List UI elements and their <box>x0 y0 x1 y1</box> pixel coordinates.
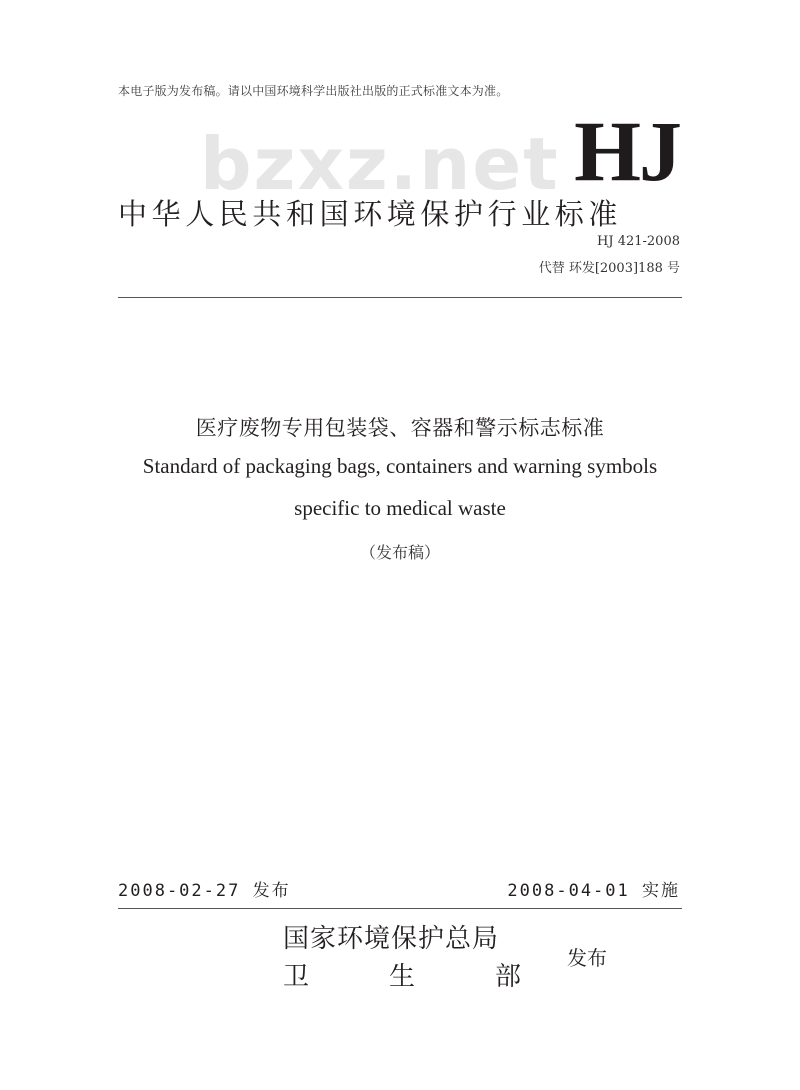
release-notice: 本电子版为发布稿。请以中国环境科学出版社出版的正式标准文本为准。 <box>118 84 509 98</box>
hj-logo: HJ <box>574 103 680 199</box>
publish-label: 发布 <box>567 946 607 970</box>
issuer-ministry-of-health <box>283 956 521 993</box>
document-title-english-line1: Standard of packaging bags, containers and warning symbols <box>142 454 658 478</box>
issuer-char: 卫 <box>283 962 310 992</box>
header-divider <box>118 297 682 298</box>
standard-type: 中华人民共和国环境保护行业标准 <box>118 197 623 231</box>
document-title-chinese: 医疗废物专用包装袋、容器和警示标志标准 <box>195 416 605 440</box>
replaces-note: 代替 环发[2003]188 号 <box>538 261 680 276</box>
watermark: bzxz.net <box>200 122 560 206</box>
issuer-sepa: 国家环境保护总局 <box>283 924 500 954</box>
issuer-char: 部 <box>494 962 521 992</box>
document-title-english-line2: specific to medical waste <box>294 496 506 520</box>
draft-note: （发布稿） <box>359 543 440 562</box>
footer-divider <box>118 908 682 909</box>
issuer-char: 生 <box>388 962 415 992</box>
issue-date: 2008-02-27 发布 <box>118 881 291 901</box>
standard-number: HJ 421-2008 <box>597 234 680 249</box>
implementation-date: 2008-04-01 实施 <box>507 881 680 901</box>
